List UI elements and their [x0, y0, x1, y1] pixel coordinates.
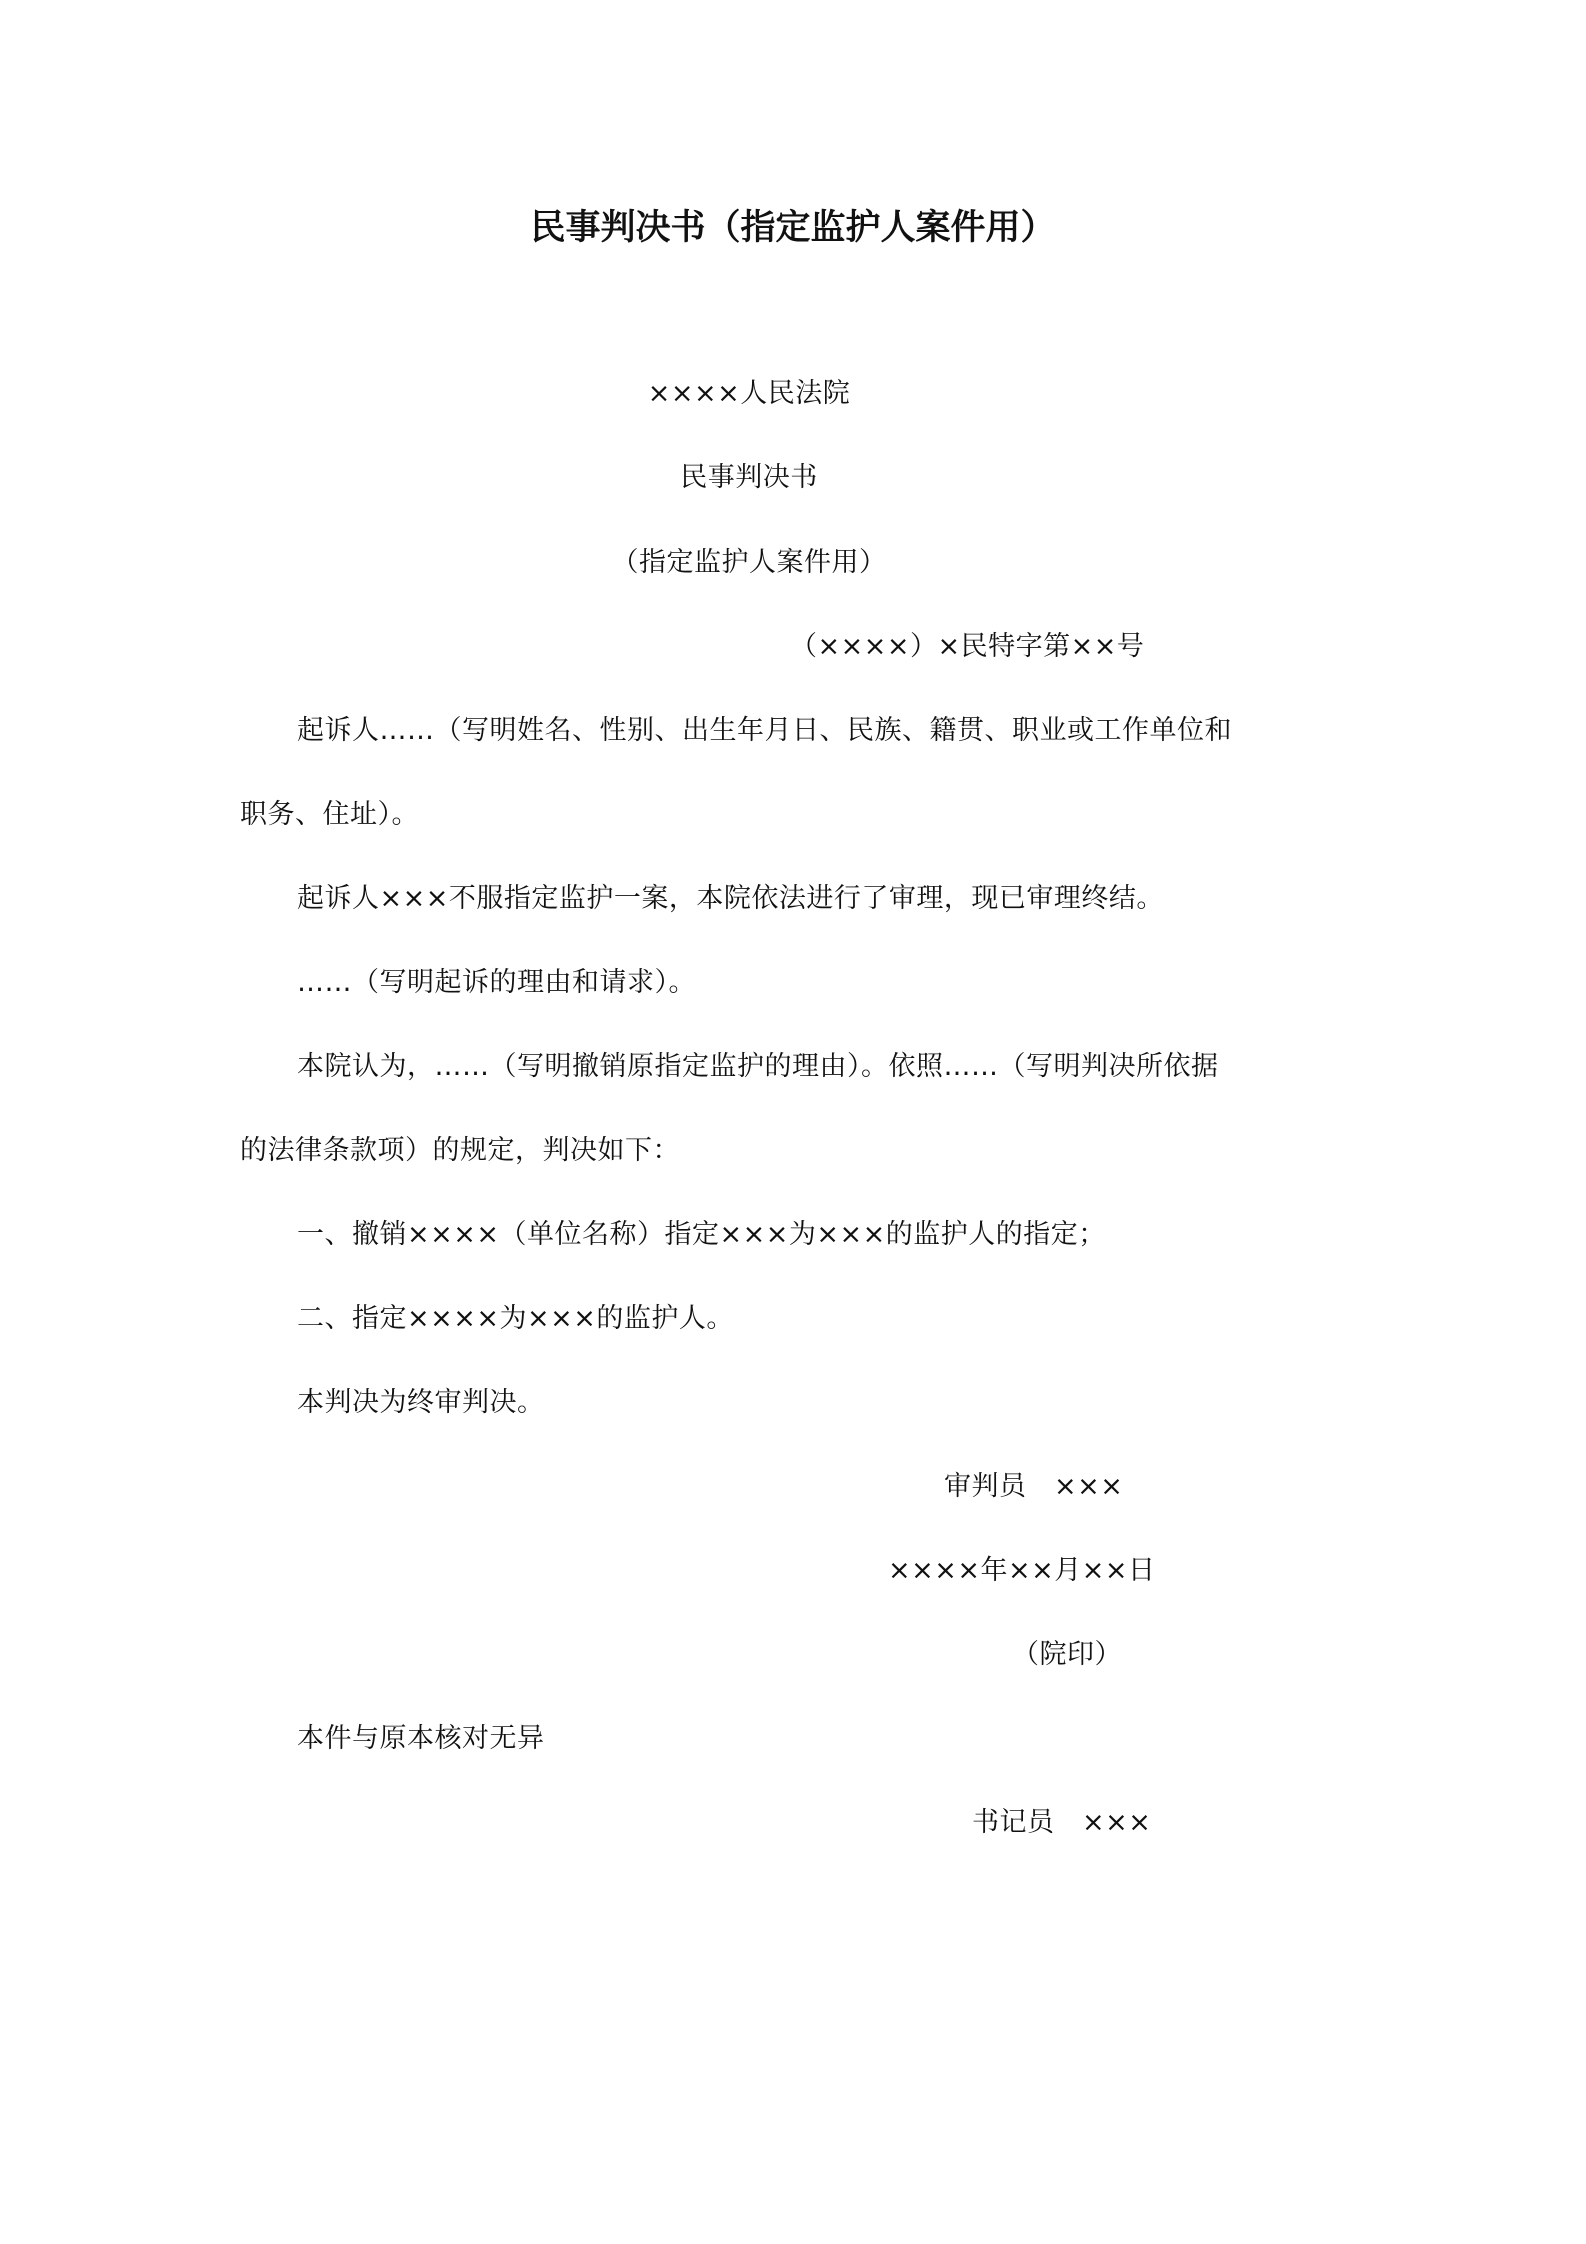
judge-signature: 审判员 ×××: [944, 1471, 1124, 1502]
plaintiff-paragraph-line-1: 起诉人……（写明姓名、性别、出生年月日、民族、籍贯、职业或工作单位和: [297, 715, 1232, 746]
ruling-item-1: 一、撤销××××（单位名称）指定×××为×××的监护人的指定；: [297, 1219, 1106, 1250]
page-title: 民事判决书（指定监护人案件用）: [530, 208, 1056, 248]
ruling-item-2: 二、指定××××为×××的监护人。: [297, 1303, 734, 1334]
document-subtitle: （指定监护人案件用）: [611, 547, 887, 578]
claims-paragraph: ……（写明起诉的理由和请求）。: [297, 967, 696, 998]
verification-statement: 本件与原本核对无异: [297, 1723, 545, 1754]
case-intro-paragraph: 起诉人×××不服指定监护一案，本院依法进行了审理，现已审理终结。: [297, 883, 1164, 914]
case-number: （××××）×民特字第××号: [790, 631, 1145, 662]
clerk-signature: 书记员 ×××: [972, 1807, 1152, 1838]
finality-statement: 本判决为终审判决。: [297, 1387, 545, 1418]
judgment-date: ××××年××月××日: [888, 1555, 1156, 1586]
plaintiff-paragraph-line-2: 职务、住址）。: [240, 799, 419, 830]
reasoning-paragraph-line-1: 本院认为，……（写明撤销原指定监护的理由）。依照……（写明判决所依据: [297, 1051, 1219, 1082]
court-seal: （院印）: [1012, 1639, 1122, 1670]
reasoning-paragraph-line-2: 的法律条款项）的规定，判决如下：: [240, 1135, 680, 1166]
document-type: 民事判决书: [680, 462, 818, 493]
court-name: ××××人民法院: [647, 378, 851, 409]
